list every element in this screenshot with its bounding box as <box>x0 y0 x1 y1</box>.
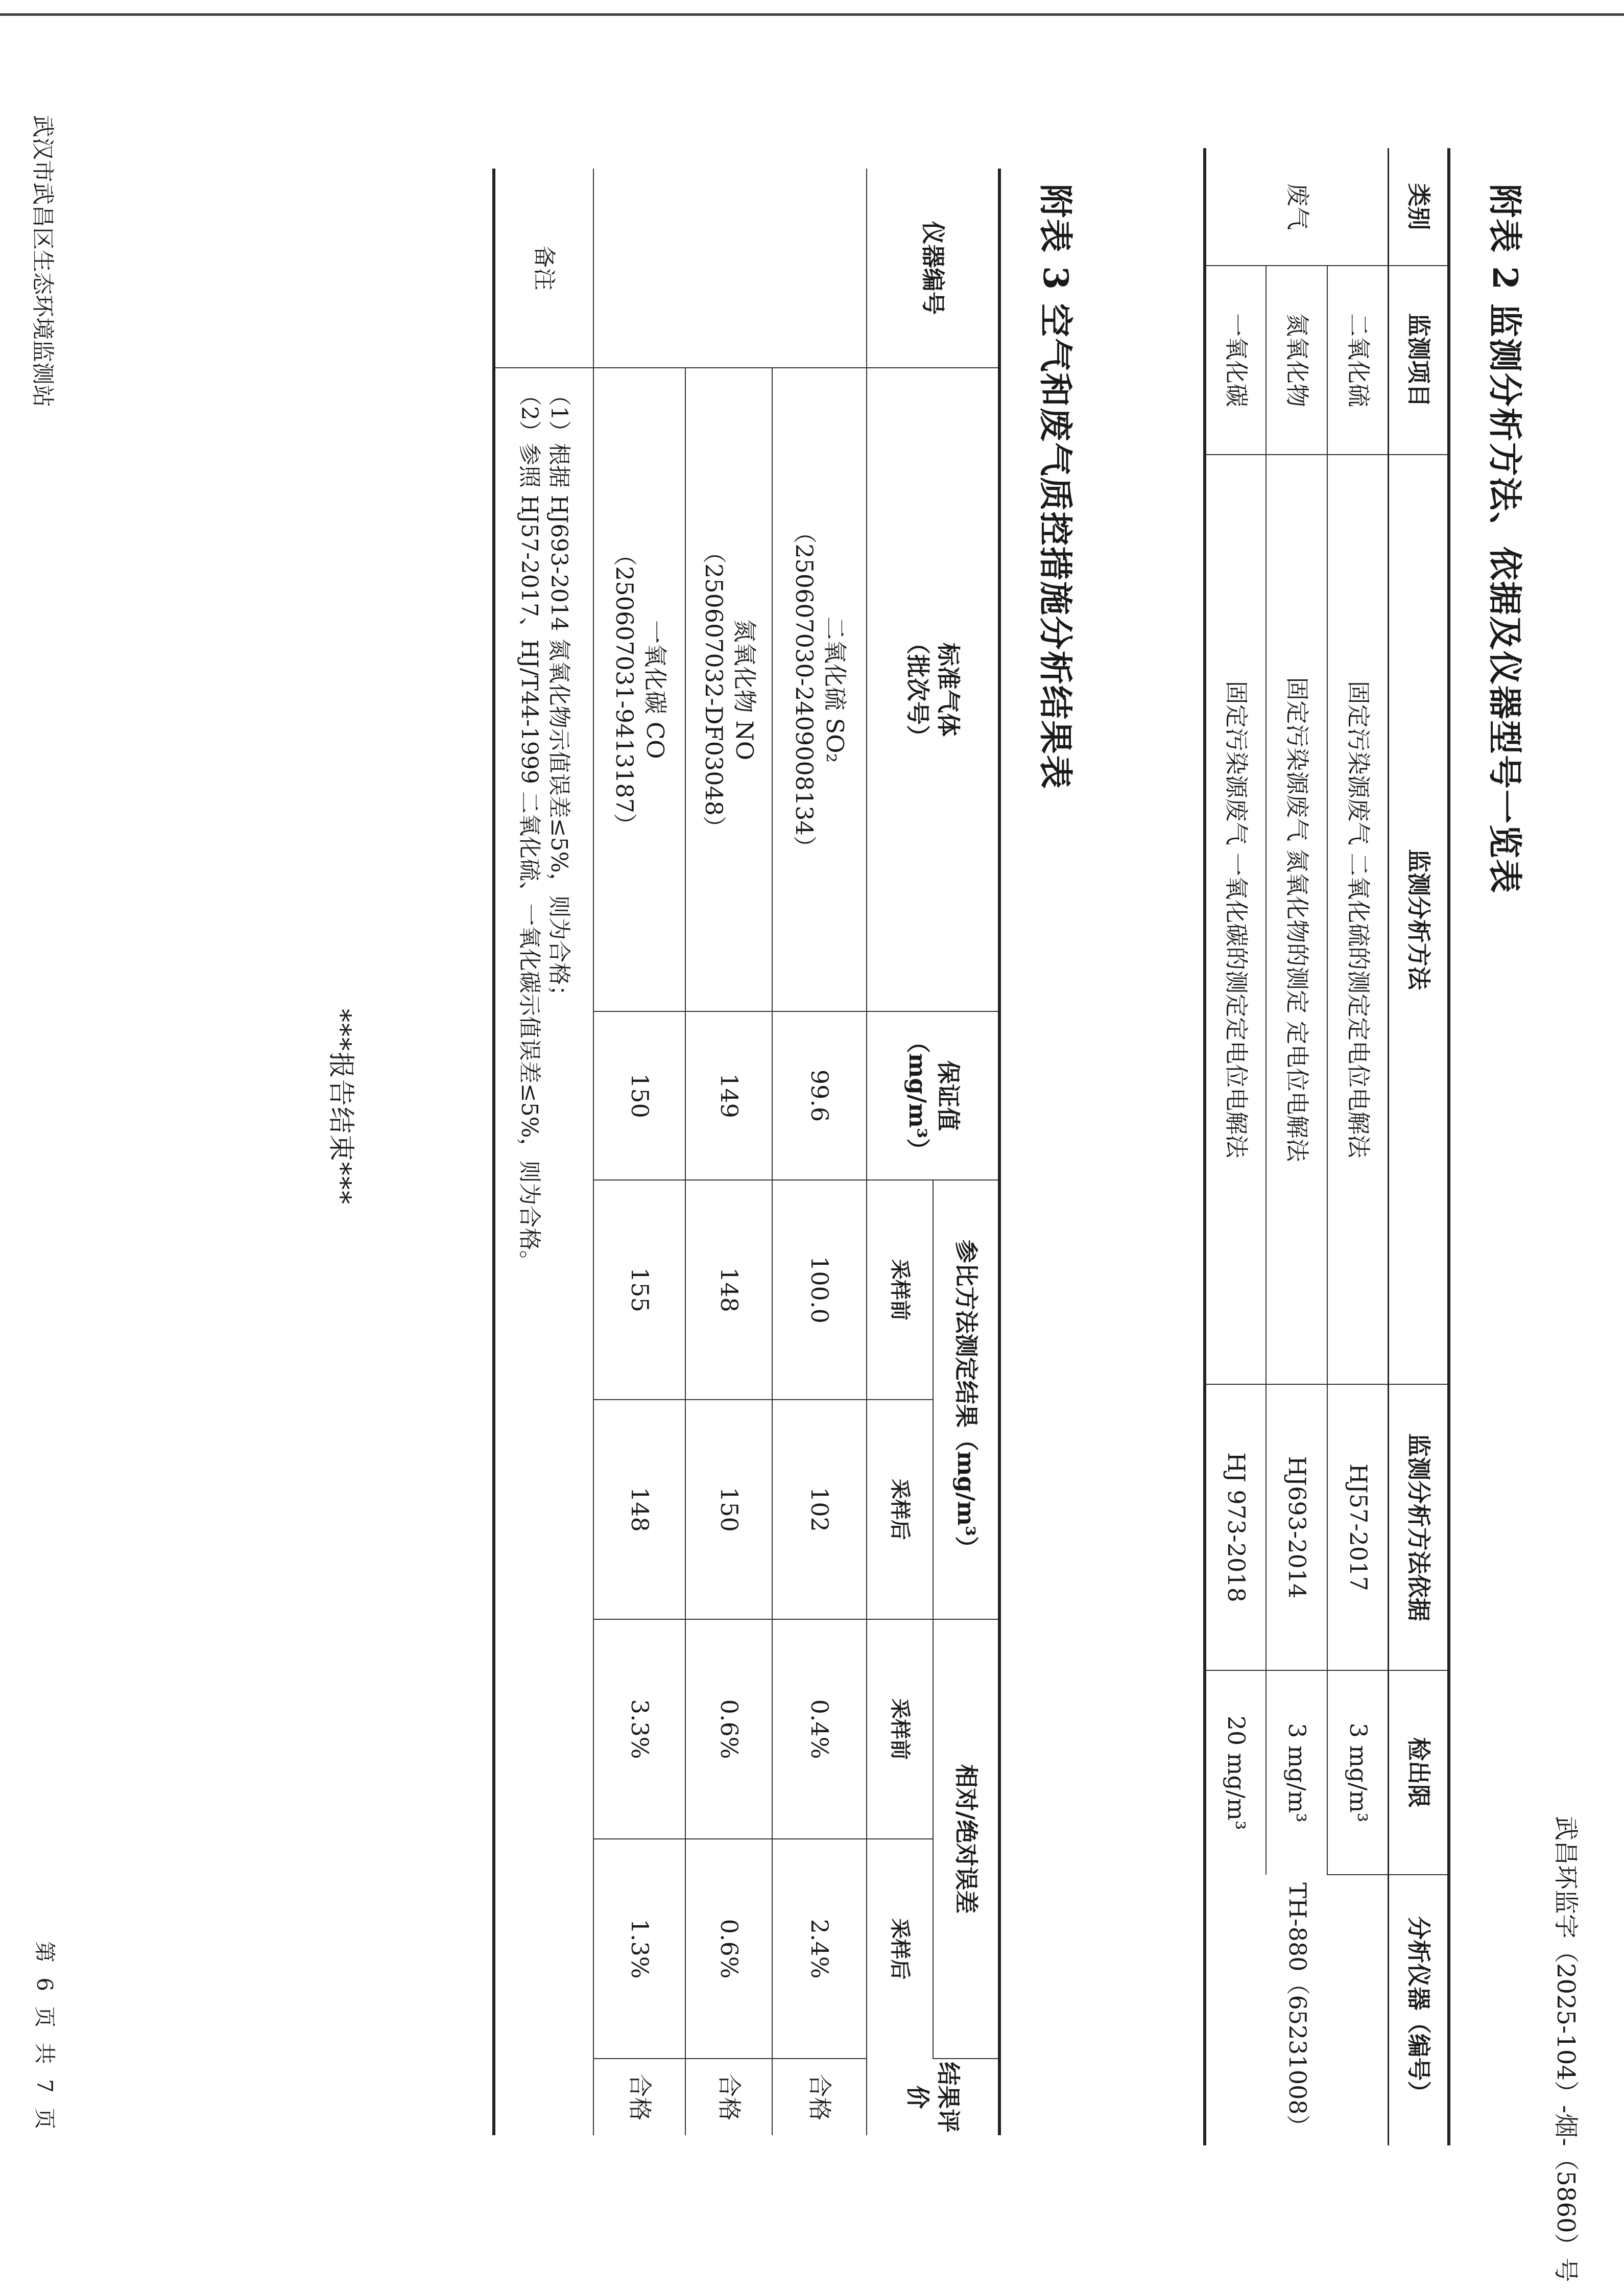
gas-name: 二氧化硫 SO₂ <box>821 616 849 763</box>
col-error-after: 采样后 <box>867 1839 933 2059</box>
col-method: 监测分析方法 <box>1389 455 1449 1384</box>
before-cell: 155 <box>593 1180 685 1400</box>
method-cell: 固定污染源废气 氮氧化物的测定 定电位电解法 <box>1266 455 1327 1384</box>
table-row <box>685 169 772 2135</box>
result-cell: 合格 <box>685 2059 772 2135</box>
gas-batch: （250607031-9413187） <box>611 542 638 837</box>
gas-cell <box>772 368 867 1011</box>
before-cell: 148 <box>685 1180 772 1400</box>
col-measured-after: 采样后 <box>867 1400 933 1619</box>
col-measured-before: 采样前 <box>867 1180 933 1400</box>
item-cell: 氮氧化物 <box>1266 266 1327 455</box>
standard-cell: HJ 973-2018 <box>1205 1384 1266 1670</box>
err-before-cell: 0.6% <box>685 1619 772 1839</box>
note-2: （2）参照 HJ57-2017、HJ/T44-1999 二氧化硫、一氧化碳示值误差≤5%，则为合格。 <box>516 384 543 1273</box>
err-after-cell: 1.3% <box>593 1839 685 2059</box>
err-before-cell: 3.3% <box>593 1619 685 1839</box>
gas-name: 氮氧化物 NO <box>730 619 758 761</box>
col-measured: 参比方法测定结果（mg/m³） <box>933 1180 999 1619</box>
table-row <box>772 169 867 2135</box>
gas-batch: （250607032-DF03048） <box>700 539 728 840</box>
col-error-before: 采样前 <box>867 1619 933 1839</box>
col-standard-gas <box>867 368 999 1011</box>
result-cell: 合格 <box>593 2059 685 2135</box>
certified-label: 保证值 <box>934 1060 962 1131</box>
table2-title: 附表 2 监测分析方法、依据及仪器型号一览表 <box>1485 184 1525 894</box>
limit-cell: 20 mg/m³ <box>1205 1670 1266 1875</box>
limit-cell: 3 mg/m³ <box>1266 1670 1327 1875</box>
table-row <box>1266 148 1327 2145</box>
notes-label: 备注 <box>494 169 593 368</box>
item-cell: 一氧化碳 <box>1205 266 1266 455</box>
certified-cell: 99.6 <box>772 1011 867 1180</box>
doc-number: 武昌环监字（2025-104）-烟-（5860）号 <box>1551 1816 1580 2282</box>
report-end-text: ***报告结束*** <box>325 1009 356 1206</box>
after-cell: 102 <box>772 1400 867 1619</box>
gas-cell <box>685 368 772 1011</box>
method-cell: 固定污染源废气 一氧化碳的测定定电位电解法 <box>1205 455 1266 1384</box>
standard-cell: HJ693-2014 <box>1266 1384 1327 1670</box>
err-after-cell: 0.6% <box>685 1839 772 2059</box>
after-cell: 148 <box>593 1400 685 1619</box>
instrument-no-cell <box>593 169 867 368</box>
note-1: （1）根据 HJ693-2014 氮氧化物示值误差≤5%，则为合格； <box>545 384 572 1008</box>
col-error: 相对/绝对误差 <box>933 1619 999 2059</box>
gas-name: 一氧化碳 CO <box>641 620 669 759</box>
item-cell: 二氧化硫 <box>1327 266 1389 455</box>
col-instrument-no: 仪器编号 <box>867 169 999 368</box>
table-row <box>593 169 685 2135</box>
col-certified <box>867 1011 999 1180</box>
err-before-cell: 0.4% <box>772 1619 867 1839</box>
gas-cell <box>593 368 685 1011</box>
methods-table <box>1203 148 1450 2145</box>
table-row <box>1205 148 1266 2145</box>
certified-unit: （mg/m³） <box>904 1029 932 1162</box>
batch-no-label: （批次号） <box>904 631 932 748</box>
col-evaluation: 结果评价 <box>867 2059 999 2135</box>
certified-cell: 149 <box>685 1011 772 1180</box>
limit-cell: 3 mg/m³ <box>1327 1670 1389 1875</box>
table-row <box>1327 148 1389 2145</box>
category-cell: 废气 <box>1205 148 1389 266</box>
col-category: 类别 <box>1389 148 1449 266</box>
table3-title: 附表 3 空气和废气质控措施分析结果表 <box>1036 184 1076 790</box>
after-cell: 150 <box>685 1400 772 1619</box>
col-item: 监测项目 <box>1389 266 1449 455</box>
instrument-cell: TH-880（65231008） <box>1205 1875 1389 2145</box>
method-cell: 固定污染源废气 二氧化硫的测定定电位电解法 <box>1327 455 1389 1384</box>
before-cell: 100.0 <box>772 1180 867 1400</box>
qc-results-table <box>492 169 1001 2135</box>
notes-row <box>494 169 593 2135</box>
col-instrument: 分析仪器（编号） <box>1389 1875 1449 2145</box>
standard-cell: HJ57-2017 <box>1327 1384 1389 1670</box>
footer-organization: 武汉市武昌区生态环境监测站 <box>30 115 56 407</box>
standard-gas-label: 标准气体 <box>934 643 962 737</box>
col-limit: 检出限 <box>1389 1670 1449 1875</box>
result-cell: 合格 <box>772 2059 867 2135</box>
footer-page-number: 第 6 页 共 7 页 <box>32 1941 57 2134</box>
notes-cell <box>494 368 593 2135</box>
gas-batch: （250607030-2409008134） <box>791 520 819 859</box>
certified-cell: 150 <box>593 1011 685 1180</box>
err-after-cell: 2.4% <box>772 1839 867 2059</box>
col-standard: 监测分析方法依据 <box>1389 1384 1449 1670</box>
